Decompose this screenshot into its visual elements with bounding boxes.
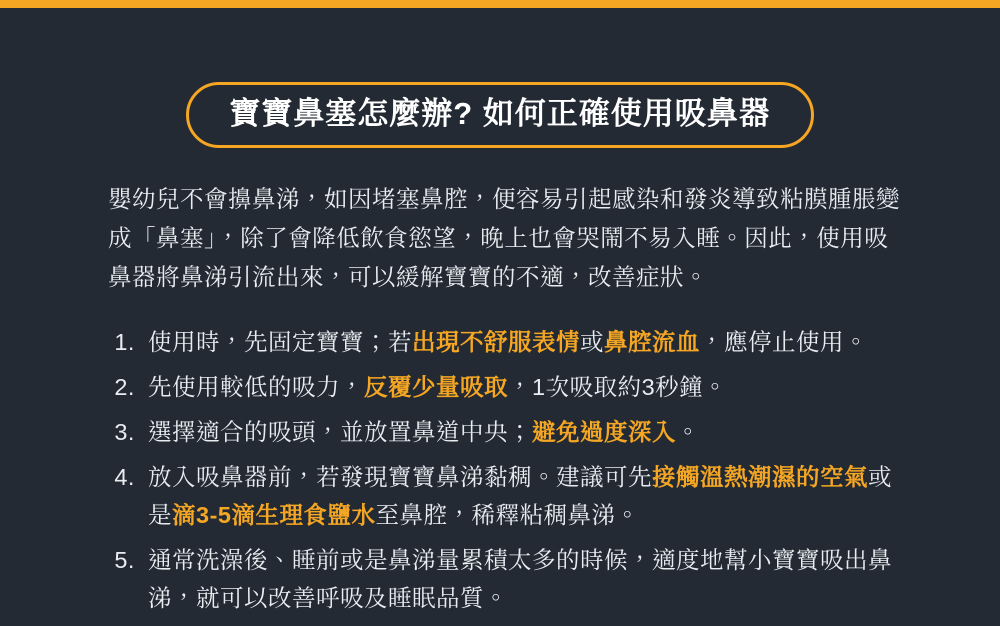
step-text: 使用時，先固定寶寶；若: [148, 329, 412, 355]
list-item: [142, 323, 908, 361]
list-item: [142, 541, 908, 617]
top-accent-bar: [0, 0, 1000, 8]
intro-paragraph: 嬰幼兒不會擤鼻涕，如因堵塞鼻腔，便容易引起感染和發炎導致粘膜腫脹變成「鼻塞」，除了會降低飲食慾望，晚上也會哭鬧不易入睡。因此，使用吸鼻器將鼻涕引流出來，可以緩解寶寶的不適，改善症狀。: [108, 186, 900, 290]
highlighted-text: 接觸溫熱潮濕的空氣: [652, 464, 868, 490]
step-text: 至鼻腔，稀釋粘稠鼻涕。: [375, 502, 640, 528]
content-body: [108, 180, 908, 624]
highlighted-text: 避免過度深入: [532, 419, 676, 445]
highlighted-text: 鼻腔流血: [604, 329, 700, 355]
step-text: 先使用較低的吸力，: [148, 374, 364, 400]
title-container: [0, 82, 1000, 148]
steps-list: [108, 323, 908, 617]
list-item: [142, 458, 908, 534]
highlighted-text: 反覆少量吸取: [364, 374, 508, 400]
step-text: 選擇適合的吸頭，並放置鼻道中央；: [148, 419, 532, 445]
page-title: 寶寶鼻塞怎麼辦? 如何正確使用吸鼻器: [186, 82, 814, 148]
list-item: [142, 413, 908, 451]
highlighted-text: 滴3-5滴生理食鹽水: [172, 502, 376, 528]
step-text: ，應停止使用。: [700, 329, 868, 355]
step-text: 或是: [148, 464, 892, 528]
step-text: 通常洗澡後、睡前或是鼻涕量累積太多的時候，適度地幫小寶寶吸出鼻涕，就可以改善呼吸及睡眠品質。: [148, 547, 892, 611]
highlighted-text: 出現不舒服表情: [412, 329, 580, 355]
step-text: ，1次吸取約3秒鐘。: [508, 374, 728, 400]
step-text: 。: [676, 419, 700, 445]
step-text: 或: [580, 329, 604, 355]
step-text: 放入吸鼻器前，若發現寶寶鼻涕黏稠。建議可先: [148, 464, 652, 490]
list-item: [142, 368, 908, 406]
